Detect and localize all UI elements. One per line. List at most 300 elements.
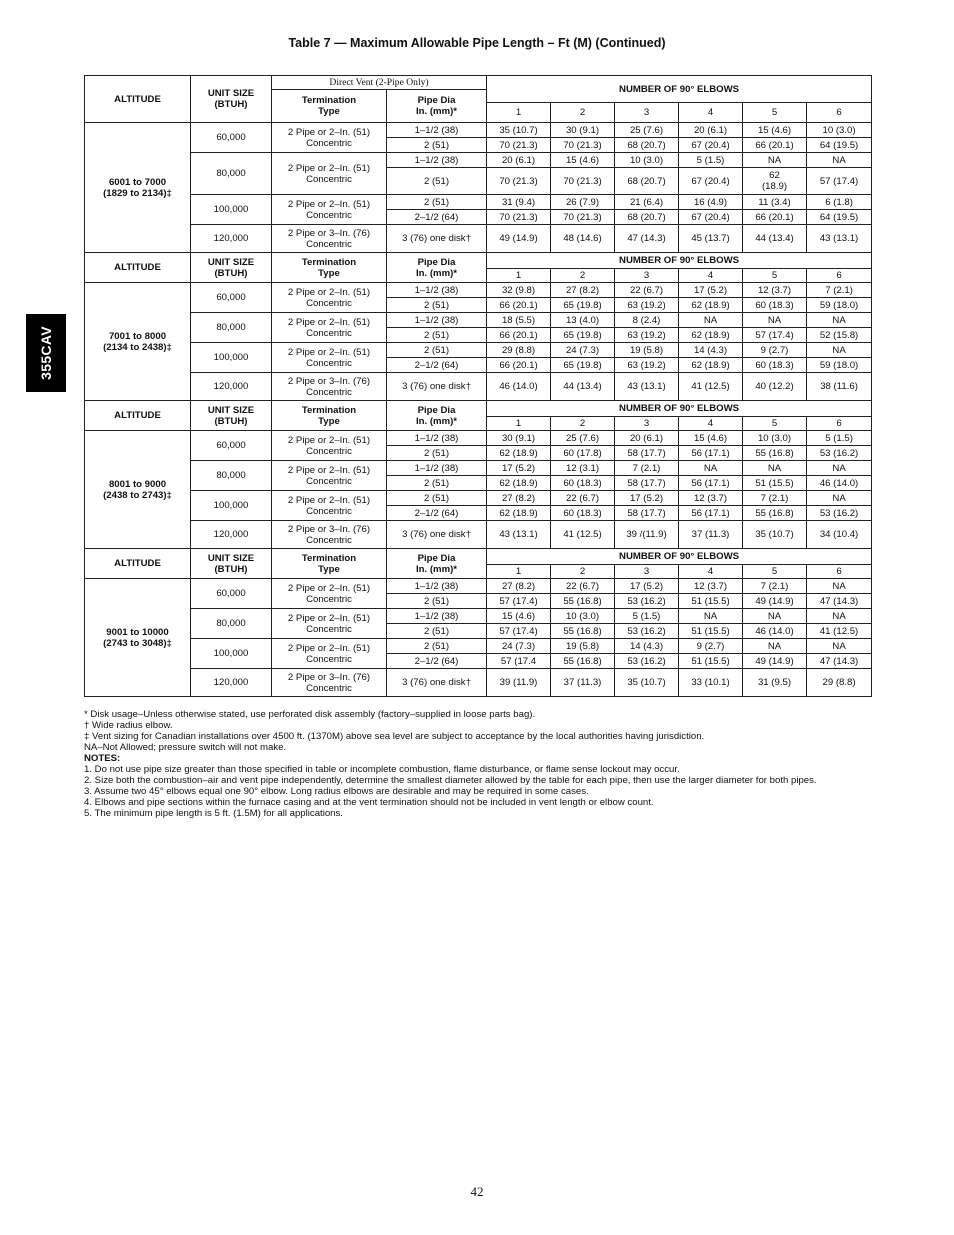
pipe-length-value: 53 (16.2)	[615, 624, 679, 639]
pipe-length-value: 51 (15.5)	[679, 594, 743, 609]
elbows-header: NUMBER OF 90° ELBOWS	[487, 549, 872, 565]
pipe-length-value: 46 (14.0)	[807, 476, 872, 491]
table-row	[85, 639, 872, 654]
pipe-length-value: 14 (4.3)	[679, 343, 743, 358]
termination-type: 2 Pipe or 3–In. (76) Concentric	[272, 225, 387, 253]
termination-header: Termination Type	[272, 90, 387, 123]
altitude-header: ALTITUDE	[85, 253, 191, 283]
pipe-length-value: 38 (11.6)	[807, 373, 872, 401]
pipe-length-value: 12 (3.7)	[679, 579, 743, 594]
pipe-length-value: 12 (3.7)	[679, 491, 743, 506]
elbow-count: 1	[487, 417, 551, 431]
pipe-length-value: 27 (8.2)	[487, 491, 551, 506]
pipe-length-value: 17 (5.2)	[679, 283, 743, 298]
pipe-length-value: 46 (14.0)	[743, 624, 807, 639]
pipe-length-value: 31 (9.5)	[743, 669, 807, 697]
table-row	[85, 609, 872, 624]
pipe-length-value: 41 (12.5)	[551, 521, 615, 549]
pipe-length-value: 51 (15.5)	[743, 476, 807, 491]
unit-size: 120,000	[191, 669, 272, 697]
pipe-length-value: 21 (6.4)	[615, 195, 679, 210]
pipe-length-value: 35 (10.7)	[743, 521, 807, 549]
pipe-diameter: 1–1/2 (38)	[387, 123, 487, 138]
pipe-diameter: 1–1/2 (38)	[387, 579, 487, 594]
pipe-length-value: 65 (19.8)	[551, 298, 615, 313]
pipe-length-value: 70 (21.3)	[551, 168, 615, 195]
pipe-length-value: 44 (13.4)	[743, 225, 807, 253]
pipe-length-value: NA	[743, 153, 807, 168]
pipe-length-value: 22 (6.7)	[551, 579, 615, 594]
pipe-length-value: 47 (14.3)	[615, 225, 679, 253]
termination-type: 2 Pipe or 2–In. (51) Concentric	[272, 579, 387, 609]
unit-size: 100,000	[191, 639, 272, 669]
pipe-length-value: 7 (2.1)	[743, 491, 807, 506]
pipe-length-value: 25 (7.6)	[615, 123, 679, 138]
pipe-length-value: 43 (13.1)	[487, 521, 551, 549]
pipe-length-value: 11 (3.4)	[743, 195, 807, 210]
table-row	[85, 461, 872, 476]
pipe-length-value: 15 (4.6)	[487, 609, 551, 624]
pipe-length-value: 41 (12.5)	[679, 373, 743, 401]
pipe-length-value: 70 (21.3)	[487, 138, 551, 153]
pipe-length-value: 51 (15.5)	[679, 654, 743, 669]
pipe-length-value: 58 (17.7)	[615, 506, 679, 521]
pipe-length-value: 53 (16.2)	[615, 594, 679, 609]
pipe-length-value: 7 (2.1)	[743, 579, 807, 594]
elbow-count: 6	[807, 565, 872, 579]
pipe-diameter: 2–1/2 (64)	[387, 358, 487, 373]
pipe-length-value: 44 (13.4)	[551, 373, 615, 401]
pipe-length-value: 60 (18.3)	[743, 358, 807, 373]
pipe-length-value: 19 (5.8)	[551, 639, 615, 654]
pipe-length-value: 59 (18.0)	[807, 298, 872, 313]
pipe-length-value: 68 (20.7)	[615, 210, 679, 225]
pipe-length-value: NA	[743, 313, 807, 328]
footnotes-block	[84, 709, 924, 819]
pipe-length-value: 56 (17.1)	[679, 476, 743, 491]
pipe-length-value: 62 (18.9)	[679, 358, 743, 373]
table-row	[85, 579, 872, 594]
pipe-length-value: 55 (16.8)	[551, 654, 615, 669]
elbow-count: 3	[615, 103, 679, 123]
pipe-length-value: 48 (14.6)	[551, 225, 615, 253]
elbow-count: 3	[615, 565, 679, 579]
pipe-length-value: 5 (1.5)	[679, 153, 743, 168]
pipe-length-value: 53 (16.2)	[807, 446, 872, 461]
elbow-count: 1	[487, 269, 551, 283]
elbow-count: 3	[615, 269, 679, 283]
header-row	[85, 76, 872, 90]
pipe-length-value: 56 (17.1)	[679, 506, 743, 521]
pipe-diameter: 1–1/2 (38)	[387, 609, 487, 624]
model-side-tab-label: 355CAV	[38, 326, 54, 380]
pipe-length-value: 26 (7.9)	[551, 195, 615, 210]
table-row	[85, 431, 872, 446]
header-row	[85, 549, 872, 565]
pipe-diameter: 3 (76) one disk†	[387, 225, 487, 253]
footnote: * Disk usage–Unless otherwise stated, use perforated disk assembly (factory–supplied in loose parts bag).	[84, 709, 536, 720]
pipe-diameter: 2 (51)	[387, 476, 487, 491]
pipe-length-value: 40 (12.2)	[743, 373, 807, 401]
pipe-length-value: 43 (13.1)	[615, 373, 679, 401]
unit-size: 120,000	[191, 225, 272, 253]
elbow-count: 2	[551, 103, 615, 123]
pipe-diameter: 2 (51)	[387, 639, 487, 654]
pipe-length-value: 55 (16.8)	[551, 624, 615, 639]
unit-size: 120,000	[191, 521, 272, 549]
note-item: 1. Do not use pipe size greater than those specified in table or incomplete combustion, flame disturbance, or flame sense lockout may occur.	[84, 764, 680, 775]
pipe-length-value: 66 (20.1)	[743, 210, 807, 225]
altitude-range: 8001 to 9000 (2438 to 2743)‡	[85, 431, 191, 549]
unit-size-header: UNIT SIZE (BTUH)	[191, 549, 272, 579]
termination-type: 2 Pipe or 2–In. (51) Concentric	[272, 461, 387, 491]
pipe-length-value: 56 (17.1)	[679, 446, 743, 461]
pipe-length-value: NA	[743, 639, 807, 654]
pipe-length-value: 37 (11.3)	[679, 521, 743, 549]
pipe-length-value: NA	[743, 609, 807, 624]
pipe-length-value: 63 (19.2)	[615, 358, 679, 373]
pipe-length-value: 15 (4.6)	[551, 153, 615, 168]
pipe-length-value: 12 (3.7)	[743, 283, 807, 298]
pipe-length-value: 63 (19.2)	[615, 328, 679, 343]
pipe-length-value: 41 (12.5)	[807, 624, 872, 639]
pipe-length-value: 47 (14.3)	[807, 594, 872, 609]
pipe-length-value: 10 (3.0)	[551, 609, 615, 624]
pipe-diameter: 2–1/2 (64)	[387, 654, 487, 669]
pipe-length-value: 55 (16.8)	[551, 594, 615, 609]
header-row	[85, 253, 872, 269]
pipe-length-value: 57 (17.4	[487, 654, 551, 669]
pipe-length-value: 30 (9.1)	[551, 123, 615, 138]
pipe-length-value: NA	[679, 609, 743, 624]
pipe-length-value: 66 (20.1)	[487, 358, 551, 373]
table-row	[85, 491, 872, 506]
pipe-length-value: 13 (4.0)	[551, 313, 615, 328]
pipe-diameter: 1–1/2 (38)	[387, 431, 487, 446]
pipe-length-value: 67 (20.4)	[679, 168, 743, 195]
table-row	[85, 373, 872, 401]
pipe-length-value: 39 (11.9)	[487, 669, 551, 697]
pipe-length-value: 5 (1.5)	[807, 431, 872, 446]
termination-type: 2 Pipe or 2–In. (51) Concentric	[272, 195, 387, 225]
elbow-count: 2	[551, 269, 615, 283]
pipe-length-value: 49 (14.9)	[743, 594, 807, 609]
pipe-length-value: 57 (17.4)	[743, 328, 807, 343]
altitude-header: ALTITUDE	[85, 401, 191, 431]
pipe-diameter: 2 (51)	[387, 343, 487, 358]
pipe-length-value: NA	[743, 461, 807, 476]
termination-type: 2 Pipe or 2–In. (51) Concentric	[272, 609, 387, 639]
pipe-length-value: 6 (1.8)	[807, 195, 872, 210]
page-number: 42	[470, 1184, 484, 1199]
pipe-length-value: 55 (16.8)	[743, 446, 807, 461]
pipe-length-value: 62 (18.9)	[743, 168, 807, 195]
pipe-length-value: 17 (5.2)	[487, 461, 551, 476]
unit-size-header: UNIT SIZE (BTUH)	[191, 253, 272, 283]
termination-header: Termination Type	[272, 549, 387, 579]
pipe-length-value: 29 (8.8)	[807, 669, 872, 697]
pipe-diameter: 2 (51)	[387, 298, 487, 313]
pipe-diameter: 2 (51)	[387, 594, 487, 609]
pipe-length-value: 43 (13.1)	[807, 225, 872, 253]
elbow-count: 6	[807, 417, 872, 431]
pipe-length-value: 49 (14.9)	[743, 654, 807, 669]
elbow-count: 5	[743, 565, 807, 579]
pipe-length-value: 27 (8.2)	[551, 283, 615, 298]
pipe-length-value: 66 (20.1)	[743, 138, 807, 153]
pipe-length-value: 15 (4.6)	[679, 431, 743, 446]
unit-size-header: UNIT SIZE (BTUH)	[191, 401, 272, 431]
elbow-count: 5	[743, 269, 807, 283]
table-row	[85, 669, 872, 697]
pipe-length-value: 9 (2.7)	[679, 639, 743, 654]
pipe-length-value: NA	[807, 343, 872, 358]
unit-size: 100,000	[191, 491, 272, 521]
table-row	[85, 283, 872, 298]
pipe-length-value: 66 (20.1)	[487, 328, 551, 343]
termination-type: 2 Pipe or 2–In. (51) Concentric	[272, 491, 387, 521]
elbow-count: 4	[679, 103, 743, 123]
pipe-length-value: NA	[807, 153, 872, 168]
elbow-count: 4	[679, 565, 743, 579]
pipe-length-value: 70 (21.3)	[487, 210, 551, 225]
pipe-length-value: 27 (8.2)	[487, 579, 551, 594]
termination-type: 2 Pipe or 2–In. (51) Concentric	[272, 123, 387, 153]
pipe-diameter: 3 (76) one disk†	[387, 373, 487, 401]
pipe-length-value: 70 (21.3)	[487, 168, 551, 195]
elbow-count: 3	[615, 417, 679, 431]
pipe-length-value: 64 (19.5)	[807, 138, 872, 153]
elbow-count: 5	[743, 417, 807, 431]
altitude-range: 9001 to 10000 (2743 to 3048)‡	[85, 579, 191, 697]
note-item: 4. Elbows and pipe sections within the furnace casing and at the vent termination should not be included in vent length or elbow count.	[84, 797, 654, 808]
pipe-length-value: 63 (19.2)	[615, 298, 679, 313]
pipe-length-value: NA	[807, 609, 872, 624]
pipe-diameter: 2 (51)	[387, 446, 487, 461]
pipe-length-value: 57 (17.4)	[487, 594, 551, 609]
pipe-length-value: 34 (10.4)	[807, 521, 872, 549]
pipe-length-value: NA	[679, 313, 743, 328]
pipe-length-value: 62 (18.9)	[679, 298, 743, 313]
pipe-length-value: 10 (3.0)	[807, 123, 872, 138]
elbows-header: NUMBER OF 90° ELBOWS	[487, 253, 872, 269]
elbows-header: NUMBER OF 90° ELBOWS	[487, 401, 872, 417]
pipe-length-value: 60 (18.3)	[551, 476, 615, 491]
pipe-length-value: 30 (9.1)	[487, 431, 551, 446]
pipe-length-value: 20 (6.1)	[679, 123, 743, 138]
unit-size: 60,000	[191, 431, 272, 461]
pipe-diameter: 1–1/2 (38)	[387, 283, 487, 298]
pipe-dia-header: Pipe Dia In. (mm)*	[387, 90, 487, 123]
pipe-length-value: 58 (17.7)	[615, 446, 679, 461]
pipe-length-value: 60 (17.8)	[551, 446, 615, 461]
elbow-count: 6	[807, 269, 872, 283]
unit-size-header: UNIT SIZE (BTUH)	[191, 76, 272, 123]
pipe-length-value: 9 (2.7)	[743, 343, 807, 358]
unit-size: 100,000	[191, 195, 272, 225]
pipe-length-value: 47 (14.3)	[807, 654, 872, 669]
unit-size: 80,000	[191, 313, 272, 343]
pipe-length-value: 62 (18.9)	[487, 476, 551, 491]
pipe-length-value: 51 (15.5)	[679, 624, 743, 639]
pipe-length-value: 65 (19.8)	[551, 358, 615, 373]
pipe-length-value: 49 (14.9)	[487, 225, 551, 253]
table-row	[85, 343, 872, 358]
pipe-diameter: 2 (51)	[387, 138, 487, 153]
pipe-length-value: 59 (18.0)	[807, 358, 872, 373]
elbow-count: 2	[551, 565, 615, 579]
termination-type: 2 Pipe or 2–In. (51) Concentric	[272, 639, 387, 669]
pipe-diameter: 2–1/2 (64)	[387, 506, 487, 521]
unit-size: 80,000	[191, 153, 272, 195]
elbow-count: 1	[487, 103, 551, 123]
pipe-diameter: 2–1/2 (64)	[387, 210, 487, 225]
termination-header: Termination Type	[272, 253, 387, 283]
pipe-diameter: 1–1/2 (38)	[387, 461, 487, 476]
pipe-length-value: 66 (20.1)	[487, 298, 551, 313]
pipe-length-value: 62 (18.9)	[487, 446, 551, 461]
pipe-length-value: 7 (2.1)	[807, 283, 872, 298]
pipe-length-value: 64 (19.5)	[807, 210, 872, 225]
pipe-length-value: 55 (16.8)	[743, 506, 807, 521]
pipe-length-value: 35 (10.7)	[487, 123, 551, 138]
pipe-diameter: 3 (76) one disk†	[387, 521, 487, 549]
pipe-diameter: 1–1/2 (38)	[387, 153, 487, 168]
pipe-length-value: 65 (19.8)	[551, 328, 615, 343]
footnote: NA–Not Allowed; pressure switch will not make.	[84, 742, 287, 753]
pipe-length-value: 7 (2.1)	[615, 461, 679, 476]
termination-type: 2 Pipe or 2–In. (51) Concentric	[272, 431, 387, 461]
table-title: Table 7 — Maximum Allowable Pipe Length – Ft (M) (Continued)	[288, 36, 666, 50]
pipe-length-value: 32 (9.8)	[487, 283, 551, 298]
pipe-length-value: 17 (5.2)	[615, 579, 679, 594]
pipe-length-value: 8 (2.4)	[615, 313, 679, 328]
pipe-length-value: 39 /(11.9)	[615, 521, 679, 549]
altitude-range: 6001 to 7000 (1829 to 2134)‡	[85, 123, 191, 253]
pipe-diameter: 2 (51)	[387, 195, 487, 210]
elbows-header: NUMBER OF 90° ELBOWS	[487, 76, 872, 103]
pipe-length-value: 46 (14.0)	[487, 373, 551, 401]
pipe-length-value: 22 (6.7)	[551, 491, 615, 506]
pipe-length-table	[84, 75, 872, 697]
pipe-diameter: 3 (76) one disk†	[387, 669, 487, 697]
pipe-length-value: 15 (4.6)	[743, 123, 807, 138]
pipe-length-value: 70 (21.3)	[551, 138, 615, 153]
elbow-count: 6	[807, 103, 872, 123]
unit-size: 60,000	[191, 283, 272, 313]
pipe-length-value: 29 (8.8)	[487, 343, 551, 358]
termination-type: 2 Pipe or 2–In. (51) Concentric	[272, 283, 387, 313]
direct-vent-header: Direct Vent (2-Pipe Only)	[272, 76, 487, 90]
elbow-count: 5	[743, 103, 807, 123]
table-row	[85, 225, 872, 253]
pipe-diameter: 2 (51)	[387, 624, 487, 639]
footnote: † Wide radius elbow.	[84, 720, 173, 731]
pipe-length-value: 10 (3.0)	[743, 431, 807, 446]
pipe-length-value: 67 (20.4)	[679, 210, 743, 225]
table-row	[85, 153, 872, 168]
pipe-length-value: 24 (7.3)	[487, 639, 551, 654]
pipe-length-value: 53 (16.2)	[615, 654, 679, 669]
pipe-length-value: 60 (18.3)	[743, 298, 807, 313]
pipe-length-value: 12 (3.1)	[551, 461, 615, 476]
pipe-dia-header: Pipe Dia In. (mm)*	[387, 253, 487, 283]
termination-type: 2 Pipe or 2–In. (51) Concentric	[272, 343, 387, 373]
note-item: 3. Assume two 45° elbows equal one 90° elbow. Long radius elbows are desirable and may be required in some cases.	[84, 786, 589, 797]
pipe-length-value: 35 (10.7)	[615, 669, 679, 697]
pipe-diameter: 2 (51)	[387, 491, 487, 506]
pipe-length-value: NA	[807, 313, 872, 328]
termination-type: 2 Pipe or 2–In. (51) Concentric	[272, 153, 387, 195]
footnote: ‡ Vent sizing for Canadian installations over 4500 ft. (1370M) above sea level are subject to acceptance by the local authorities having jurisdiction.	[84, 731, 705, 742]
pipe-length-value: NA	[807, 579, 872, 594]
pipe-length-value: 58 (17.7)	[615, 476, 679, 491]
unit-size: 60,000	[191, 123, 272, 153]
termination-type: 2 Pipe or 3–In. (76) Concentric	[272, 373, 387, 401]
termination-type: 2 Pipe or 3–In. (76) Concentric	[272, 521, 387, 549]
pipe-dia-header: Pipe Dia In. (mm)*	[387, 401, 487, 431]
pipe-length-value: 68 (20.7)	[615, 138, 679, 153]
unit-size: 80,000	[191, 461, 272, 491]
pipe-diameter: 2 (51)	[387, 328, 487, 343]
pipe-length-value: NA	[807, 491, 872, 506]
unit-size: 100,000	[191, 343, 272, 373]
altitude-range: 7001 to 8000 (2134 to 2438)‡	[85, 283, 191, 401]
pipe-length-value: 20 (6.1)	[487, 153, 551, 168]
pipe-length-value: NA	[679, 461, 743, 476]
pipe-length-value: 45 (13.7)	[679, 225, 743, 253]
pipe-length-value: NA	[807, 461, 872, 476]
pipe-length-value: 62 (18.9)	[679, 328, 743, 343]
notes-heading: NOTES:	[84, 753, 121, 764]
pipe-length-value: 17 (5.2)	[615, 491, 679, 506]
termination-type: 2 Pipe or 3–In. (76) Concentric	[272, 669, 387, 697]
unit-size: 120,000	[191, 373, 272, 401]
pipe-length-value: 16 (4.9)	[679, 195, 743, 210]
pipe-length-value: 14 (4.3)	[615, 639, 679, 654]
pipe-length-value: 60 (18.3)	[551, 506, 615, 521]
model-side-tab	[26, 314, 66, 392]
pipe-length-value: 24 (7.3)	[551, 343, 615, 358]
altitude-header: ALTITUDE	[85, 549, 191, 579]
pipe-length-value: 20 (6.1)	[615, 431, 679, 446]
pipe-length-value: 57 (17.4)	[487, 624, 551, 639]
note-item: 5. The minimum pipe length is 5 ft. (1.5M) for all applications.	[84, 808, 343, 819]
pipe-length-value: NA	[807, 639, 872, 654]
table-row	[85, 123, 872, 138]
pipe-length-value: 10 (3.0)	[615, 153, 679, 168]
unit-size: 60,000	[191, 579, 272, 609]
pipe-diameter: 1–1/2 (38)	[387, 313, 487, 328]
elbow-count: 2	[551, 417, 615, 431]
pipe-length-value: 62 (18.9)	[487, 506, 551, 521]
pipe-length-value: 31 (9.4)	[487, 195, 551, 210]
pipe-length-value: 25 (7.6)	[551, 431, 615, 446]
pipe-length-value: 52 (15.8)	[807, 328, 872, 343]
pipe-length-value: 37 (11.3)	[551, 669, 615, 697]
header-row	[85, 401, 872, 417]
pipe-length-value: 67 (20.4)	[679, 138, 743, 153]
pipe-length-value: 70 (21.3)	[551, 210, 615, 225]
table-row	[85, 195, 872, 210]
pipe-length-value: 57 (17.4)	[807, 168, 872, 195]
altitude-header: ALTITUDE	[85, 76, 191, 123]
pipe-length-value: 33 (10.1)	[679, 669, 743, 697]
pipe-length-value: 5 (1.5)	[615, 609, 679, 624]
elbow-count: 1	[487, 565, 551, 579]
unit-size: 80,000	[191, 609, 272, 639]
pipe-length-value: 22 (6.7)	[615, 283, 679, 298]
